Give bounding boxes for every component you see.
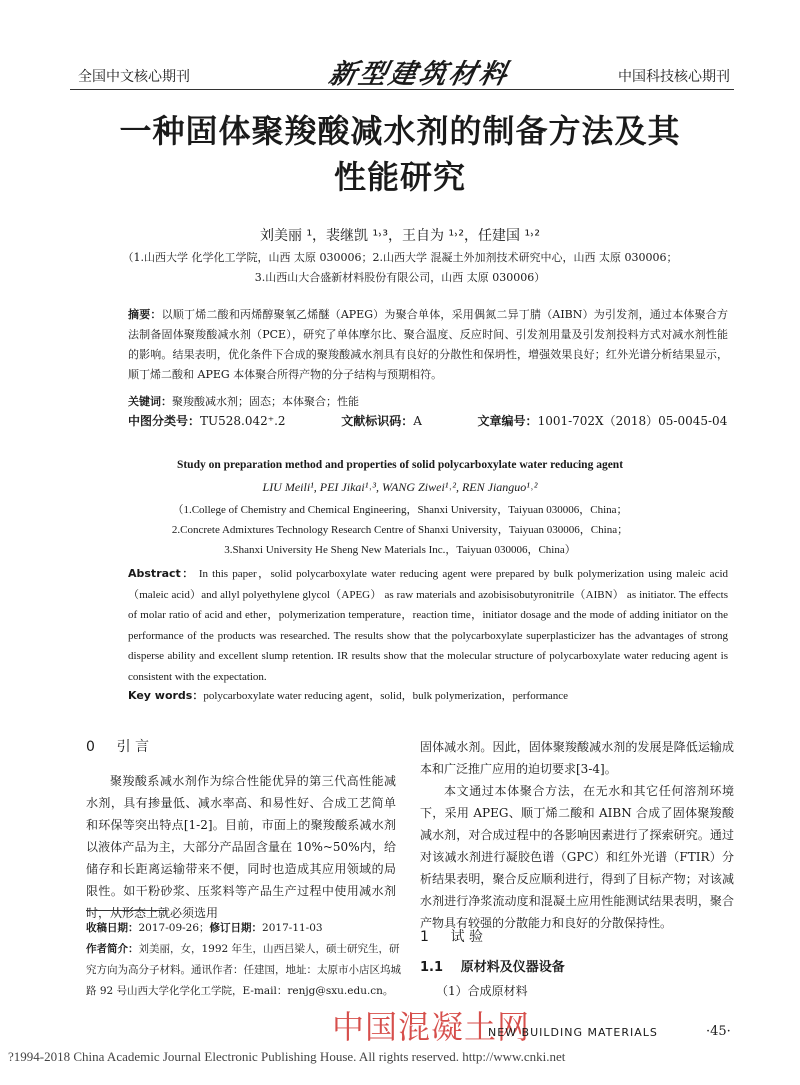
affiliation-en-line2: 2.Concrete Admixtures Technology Research Centre of Shanxi University，Taiyuan 030006，China；	[171, 524, 629, 536]
section-1-1-title: 原材料及仪器设备	[460, 960, 565, 975]
received-label: 收稿日期：	[86, 922, 139, 934]
footnote-divider	[86, 910, 166, 911]
classification-row	[128, 411, 728, 431]
header-left-label: 全国中文核心期刊	[78, 69, 190, 85]
abstract-cn-label: 摘要：	[128, 308, 162, 321]
revised-label: 修订日期：	[209, 922, 263, 934]
header-divider	[70, 89, 734, 90]
abstract-en-text: In this paper，solid polycarboxylate water reducing agent were prepared by bulk polymerization using maleic acid（maleic acid）and allyl polyethylene glycol（APEG） as raw materials and azobisisobutyronitrile（AIBN） as initiator. The effects of molar ratio of acid and ether，polymerization temperature，reaction time，initiator dosage and the mode of adding initiator on the performance of the products was researched. The results show that the polycarboxylate superplasticizer has the advantages of strong disperse ability and excellent slump retention. IR results show that the molecular structure of polycarboxylate water reducing agent is consistent with the expectation.	[128, 568, 729, 683]
paper-title	[60, 108, 740, 200]
right-paragraph-1: 固体减水剂。因此，固体聚羧酸减水剂的发展是降低运输成本和广泛推广应用的迫切要求[3-4]。	[420, 740, 734, 776]
keywords-cn-text: 聚羧酸减水剂；固态；本体聚合；性能	[172, 395, 359, 408]
revised-date: 2017-11-03	[262, 922, 323, 934]
header-right-label: 中国科技核心期刊	[618, 69, 730, 85]
intro-paragraph: 聚羧酸系减水剂作为综合性能优异的第三代高性能减水剂，具有掺量低、减水率高、和易性好、合成工艺简单和环保等突出特点[1-2]。目前，市面上的聚羧酸系减水剂以液体产品为主，大部分产品固含量在 10%~50%内，给储存和长距离运输带来不便，同时也造成其应用领域的局限性。如干粉砂浆、压浆料等产品生产过程中使用减水剂时，从形态上就必须选用	[86, 774, 396, 920]
affiliation-en-line1: （1.College of Chemistry and Chemical Engineering，Shanxi University，Taiyuan 030006，China；	[172, 504, 628, 516]
section-1-title: 试 验	[450, 929, 484, 945]
authors-en: LIU Meili¹, PEI Jikai¹˒³, WANG Ziwei¹˒², REN Jianguo¹˒²	[262, 480, 538, 494]
section-1-heading	[420, 926, 734, 948]
keywords-en	[128, 687, 728, 703]
page-number: ·45·	[706, 1024, 731, 1039]
clc-label: 中图分类号：	[128, 414, 201, 428]
author-bio-text: 刘美丽，女，1992 年生，山西吕梁人，硕士研究生，研究方向为高分子材料。通讯作者：任建国，地址：太原市小店区坞城路 92 号山西大学化学化工学院，E-mail：renjg@sxu.edu.cn。	[86, 943, 401, 997]
keywords-cn-label: 关键词：	[128, 395, 172, 408]
authors-cn: 刘美丽 ¹，裴继凯 ¹˒³，王自为 ¹˒²，任建国 ¹˒²	[260, 228, 540, 244]
section-1-number: 1	[420, 929, 429, 945]
paper-title-line2: 性能研究	[333, 158, 466, 196]
right-paragraph-2: 本文通过本体聚合方法，在无水和其它任何溶剂环境下，采用 APEG、顺丁烯二酸和 AIBN 合成了固体聚羧酸减水剂，对合成过程中的各影响因素进行了探索研究。通过对该减水剂进行凝胶色谱（GPC）和红外光谱（FTIR）分析结果表明，聚合反应顺利进行，得到了目标产物；对该减水剂进行净浆流动度和混凝土应用性能测试结果表明，聚合产物具有较强的分散能力和良好的分散保持性。	[420, 784, 734, 930]
section-0-title: 引 言	[116, 739, 150, 755]
doc-code-value: A	[413, 414, 422, 428]
footnote-dates	[86, 918, 401, 939]
abstract-cn	[128, 305, 728, 385]
affiliation-cn-line2: 3.山西山大合盛新材料股份有限公司，山西 太原 030006）	[254, 271, 546, 284]
article-number-value: 1001-702X（2018）05-0045-04	[537, 414, 728, 428]
journal-logo: 新型建筑材料	[326, 59, 513, 90]
subsection-raw-materials: （1）合成原材料	[436, 984, 528, 998]
section-0-number: 0	[86, 739, 95, 755]
keywords-cn	[128, 392, 728, 412]
section-1-1-heading	[420, 956, 734, 979]
paper-title-line1: 一种固体聚羧酸减水剂的制备方法及其	[119, 112, 681, 150]
abstract-en	[128, 564, 728, 687]
copyright-line: ?1994-2018 China Academic Journal Electronic Publishing House. All rights reserved. http://www.cnki.net	[8, 1049, 566, 1064]
received-date: 2017-09-26；	[138, 922, 210, 934]
keywords-en-label: Key words：	[128, 689, 204, 702]
affiliation-cn-line1: （1.山西大学 化学化工学院，山西 太原 030006；2.山西大学 混凝土外加剂技术研究中心，山西 太原 030006；	[122, 251, 678, 264]
section-0-heading	[86, 736, 396, 758]
footer-journal-name: NEW BUILDING MATERIALS	[488, 1026, 658, 1039]
abstract-cn-text: 以顺丁烯二酸和丙烯醇聚氧乙烯醚（APEG）为聚合单体，采用偶氮二异丁腈（AIBN）为引发剂，通过本体聚合方法制备固体聚羧酸减水剂（PCE），研究了单体摩尔比、聚合温度、反应时间、引发剂用量及引发剂投料方式对减水剂性能的影响。结果表明，优化条件下合成的聚羧酸减水剂具有良好的分散性和保坍性，增强效果良好；红外光谱分析结果显示，顺丁烯二酸和 APEG 本体聚合所得产物的分子结构与预期相符。	[128, 308, 729, 381]
affiliation-en-line3: 3.Shanxi University He Sheng New Materials Inc.，Taiyuan 030006，China）	[224, 544, 576, 556]
author-bio-label: 作者简介：	[86, 943, 139, 955]
section-1-1-number: 1.1	[420, 960, 444, 975]
title-en: Study on preparation method and properties of solid polycarboxylate water reducing agent	[176, 459, 624, 471]
doc-code-label: 文献标识码：	[341, 414, 414, 428]
abstract-en-label: Abstract：	[128, 567, 195, 580]
keywords-en-text: polycarboxylate water reducing agent，solid，bulk polymerization，performance	[203, 690, 569, 702]
clc-value: TU528.042⁺.2	[200, 414, 286, 428]
article-number-label: 文章编号：	[477, 414, 538, 428]
watermark-logo: 中国混凝土网	[332, 1008, 531, 1046]
footnote-author	[86, 939, 401, 1002]
